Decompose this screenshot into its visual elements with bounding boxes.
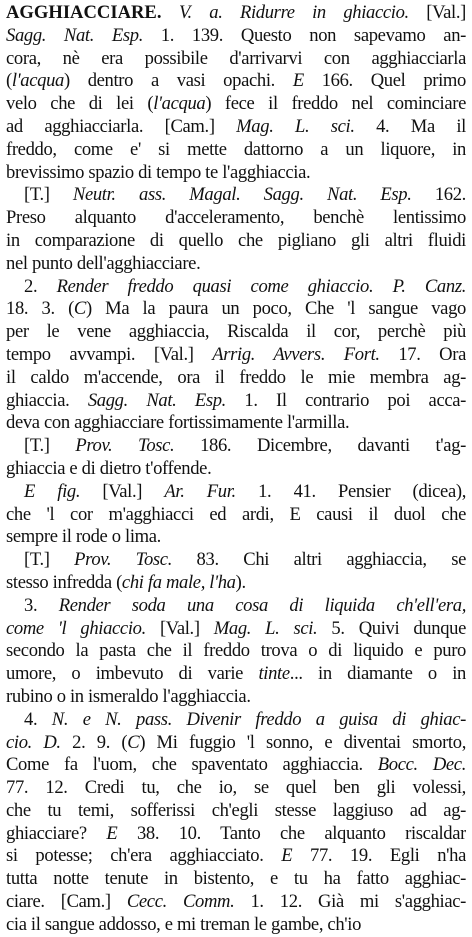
text-run: deva con agghiacciare fortissimamente l'armilla.	[6, 412, 350, 434]
text-run: ciare. [Cam.]	[6, 891, 127, 913]
entry-sense-paragraph	[6, 184, 466, 275]
text-run: tempo avvampi. [Val.]	[6, 343, 213, 365]
text-run: in comparazione di quello che pigliano gli altri fluidi	[6, 229, 466, 251]
text-run: 17. Ora	[379, 343, 466, 365]
text-line	[6, 253, 466, 276]
text-line	[6, 230, 466, 253]
text-line	[6, 914, 466, 937]
text-run: 4.	[24, 708, 52, 730]
text-line	[6, 754, 466, 777]
italic-text: Arrig. Avvers. Fort.	[212, 343, 380, 365]
text-line	[6, 572, 466, 595]
dictionary-entry-column	[6, 2, 466, 937]
italic-text: C	[73, 298, 86, 320]
text-line	[6, 2, 466, 25]
text-run: ... in diamante o in	[289, 663, 466, 685]
italic-text: Mag. L. sci.	[236, 115, 355, 137]
text-line	[6, 412, 466, 435]
text-run: [T.]	[24, 549, 75, 571]
text-line	[6, 618, 466, 641]
text-line	[6, 732, 466, 755]
text-line	[6, 48, 466, 71]
text-line	[6, 549, 466, 572]
entry-sense-paragraph	[6, 595, 466, 709]
italic-text: E	[292, 70, 304, 92]
text-run: ).	[235, 571, 246, 593]
text-run: 83. Chi altri agghiaccia, se	[172, 549, 466, 571]
text-run: 77. 12. Credi tu, che io, se quel ben gli volessi,	[6, 777, 466, 799]
entry-sense-paragraph	[6, 435, 466, 481]
italic-text: tinte	[258, 663, 290, 685]
italic-text: Cecc. Comm.	[126, 891, 235, 913]
text-run: nel punto dell'agghiacciare.	[6, 252, 201, 274]
entry-sense-paragraph	[6, 481, 466, 549]
entry-sense-paragraph	[6, 276, 466, 436]
entry-definition-paragraph	[6, 2, 466, 184]
text-run: cia il sangue addosso, e mi treman le gambe, ch'io	[6, 913, 362, 935]
text-run: ghiacciare?	[6, 822, 107, 844]
text-line	[6, 367, 466, 390]
headword: AGGHIACCIARE.	[6, 2, 162, 23]
text-line	[6, 162, 466, 185]
text-line	[6, 184, 466, 207]
text-run: 2. 9. (	[60, 731, 128, 753]
text-run: [T.]	[24, 435, 76, 457]
text-line	[6, 116, 466, 139]
text-run: Come fa l'uom, che spaventato agghiaccia.	[6, 754, 378, 776]
text-run: 2.	[24, 275, 57, 297]
text-line	[6, 139, 466, 162]
italic-text: come 'l ghiaccio.	[6, 617, 146, 639]
text-run: 1. 12. Già mi s'agghiac-	[234, 891, 466, 913]
text-line	[6, 481, 466, 504]
text-run: [Val.]	[80, 480, 165, 502]
text-line	[6, 70, 466, 93]
italic-text: Ar. Fur.	[164, 480, 236, 502]
text-run: si potesse; ch'era agghiacciato.	[6, 845, 282, 867]
text-run: ) Ma la paura un poco, Che 'l sangue vago	[85, 298, 466, 320]
text-run: [Val.]	[145, 617, 214, 639]
text-line	[6, 686, 466, 709]
text-run: 166. Quel primo	[303, 70, 466, 92]
italic-text: E	[281, 845, 293, 867]
text-line	[6, 526, 466, 549]
text-line	[6, 321, 466, 344]
text-line	[6, 504, 466, 527]
text-run: freddo, come e' si mette dattorno a un liquore, in	[6, 138, 466, 160]
text-run: umore, o imbevuto di varie	[6, 663, 259, 685]
italic-text: Render soda una cosa di liquida ch'ell'era,	[58, 594, 466, 616]
text-line	[6, 663, 466, 686]
text-run: per le vene agghiaccia, Riscalda il cor, perchè più	[6, 321, 466, 343]
text-run	[161, 2, 178, 23]
italic-text: E	[106, 822, 118, 844]
text-line	[6, 435, 466, 458]
text-run: ) dentro a vasi opachi.	[63, 70, 293, 92]
text-run: 77. 19. Egli n'ha	[292, 845, 466, 867]
text-run: brevissimo spazio di tempo te l'agghiaccia.	[6, 161, 311, 183]
text-run: velo che di lei (	[6, 93, 154, 115]
text-run: 1. 139. Questo non sapevamo an-	[143, 24, 466, 46]
text-run: che 'l cor m'agghiacci ed ardi, E causi il duol che	[6, 503, 466, 525]
italic-text: C	[127, 731, 140, 753]
italic-text: V. a. Ridurre in ghiaccio.	[178, 2, 409, 23]
text-run: ad agghiacciarla. [Cam.]	[6, 115, 237, 137]
italic-text: chi fa male, l'ha	[121, 571, 236, 593]
text-line	[6, 298, 466, 321]
text-line	[6, 207, 466, 230]
text-run: ) Mi fuggio 'l sonno, e diventai smorto,	[139, 731, 466, 753]
text-run: 38. 10. Tanto che alquanto riscaldar	[117, 822, 466, 844]
text-line	[6, 709, 466, 732]
text-line	[6, 458, 466, 481]
text-line	[6, 868, 466, 891]
text-run: 1. Il contrario poi acca-	[225, 389, 466, 411]
entry-sense-paragraph	[6, 709, 466, 937]
text-line	[6, 823, 466, 846]
text-run: 5. Quivi dunque	[317, 617, 466, 639]
text-run: 18. 3. (	[6, 298, 74, 320]
text-line	[6, 344, 466, 367]
text-line	[6, 25, 466, 48]
text-run: sempre il rode o lima.	[6, 526, 161, 548]
text-run: [Val.]	[408, 2, 466, 23]
italic-text: l'acqua	[153, 93, 206, 115]
text-line	[6, 891, 466, 914]
text-run: rubino o in ismeraldo l'agghiaccia.	[6, 685, 251, 707]
italic-text: l'acqua	[11, 70, 64, 92]
text-run: cora, nè era possibile d'arrivarvi con agghiacciarla	[6, 47, 466, 69]
italic-text: cio. D.	[6, 731, 61, 753]
text-run: Preso alquanto d'acceleramento, benchè lentissimo	[6, 207, 466, 229]
text-run: 162.	[411, 184, 466, 206]
text-run: tutta notte tenute in bistento, e tu ha fatto agghiac-	[6, 868, 466, 890]
text-run: (	[6, 70, 12, 92]
text-run: ) fece il freddo nel cominciare	[205, 93, 466, 115]
italic-text: Render freddo quasi come ghiaccio. P. Canz.	[56, 275, 466, 297]
text-run: ghiaccia.	[6, 389, 88, 411]
text-run: ghiaccia e di dietro t'offende.	[6, 457, 212, 479]
text-run: stesso infredda (	[6, 571, 122, 593]
entry-sense-paragraph	[6, 549, 466, 595]
text-run: che tu temi, sofferissi ch'egli stesse laggiuso ad ag-	[6, 799, 466, 821]
italic-text: Neutr. ass. Magal. Sagg. Nat. Esp.	[72, 184, 412, 206]
italic-text: Sagg. Nat. Esp.	[6, 24, 143, 46]
text-line	[6, 640, 466, 663]
text-run: 3.	[24, 594, 59, 616]
text-line	[6, 777, 466, 800]
italic-text: Sagg. Nat. Esp.	[87, 389, 226, 411]
italic-text: Prov. Tosc.	[74, 549, 172, 571]
italic-text: E fig.	[24, 480, 81, 502]
text-run: 4. Ma il	[354, 115, 466, 137]
italic-text: Prov. Tosc.	[75, 435, 175, 457]
text-line	[6, 390, 466, 413]
text-run: secondo la pasta che il freddo trova o di liquido e puro	[6, 640, 466, 662]
text-run: il caldo m'accende, ora il freddo le mie membra ag-	[6, 366, 466, 388]
italic-text: Mag. L. sci.	[213, 617, 318, 639]
text-line	[6, 276, 466, 299]
text-run: [T.]	[24, 184, 73, 206]
text-run: 1. 41. Pensier (dicea),	[235, 480, 466, 502]
italic-text: Bocc. Dec.	[377, 754, 466, 776]
text-line	[6, 845, 466, 868]
italic-text: N. e N. pass. Divenir freddo a guisa di ghiac-	[51, 708, 466, 730]
text-line	[6, 595, 466, 618]
text-run: 186. Dicembre, davanti t'ag-	[174, 435, 466, 457]
text-line	[6, 800, 466, 823]
text-line	[6, 93, 466, 116]
